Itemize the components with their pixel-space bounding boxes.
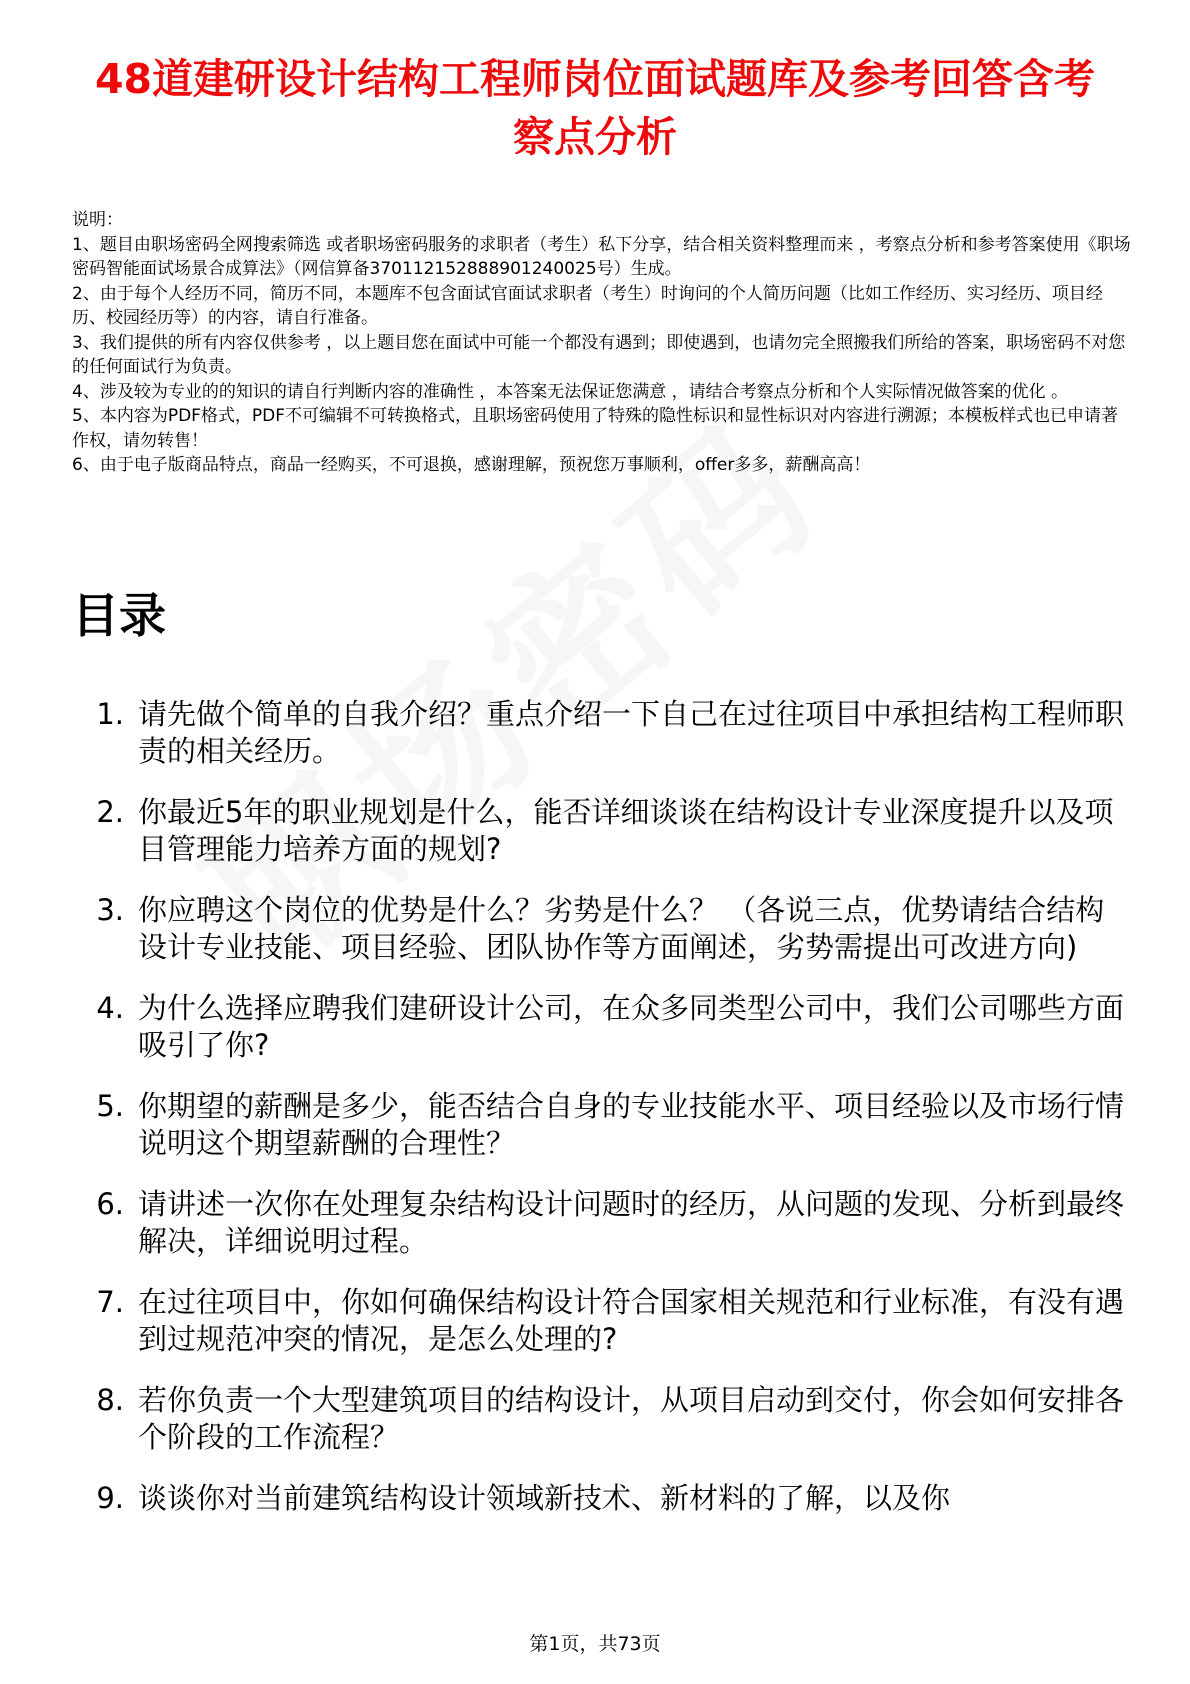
toc-item-text: 你期望的薪酬是多少，能否结合自身的专业技能水平、项目经验以及市场行情说明这个期望薪酬的合理性？ bbox=[138, 1089, 1125, 1160]
toc-item-text: 若你负责一个大型建筑项目的结构设计，从项目启动到交付，你会如何安排各个阶段的工作流程？ bbox=[138, 1383, 1125, 1454]
notes-heading: 说明： bbox=[72, 210, 123, 230]
toc-item[interactable] bbox=[72, 990, 1132, 1064]
toc-item-text: 请先做个简单的自我介绍？重点介绍一下自己在过往项目中承担结构工程师职责的相关经历。 bbox=[138, 697, 1125, 768]
toc-item[interactable] bbox=[72, 1088, 1132, 1162]
toc-item-number: 1. bbox=[96, 697, 124, 731]
page-footer: 第1页，共73页 bbox=[529, 1633, 661, 1655]
toc-item-text: 你应聘这个岗位的优势是什么？劣势是什么？ （各说三点，优势请结合结构设计专业技能、项目经验、团队协作等方面阐述，劣势需提出可改进方向) bbox=[138, 893, 1105, 964]
toc-item[interactable] bbox=[72, 794, 1132, 868]
toc-item-number: 6. bbox=[96, 1187, 124, 1221]
toc-item-text: 在过往项目中，你如何确保结构设计符合国家相关规范和行业标准，有没有遇到过规范冲突的情况，是怎么处理的? bbox=[138, 1285, 1125, 1356]
toc-item-number: 5. bbox=[96, 1089, 124, 1123]
toc-item-text: 为什么选择应聘我们建研设计公司，在众多同类型公司中，我们公司哪些方面吸引了你? bbox=[138, 991, 1125, 1062]
toc-item-number: 7. bbox=[96, 1285, 124, 1319]
note-item: 1、题目由职场密码全网搜索筛选 或者职场密码服务的求职者（考生）私下分享，结合相关资料整理而来 ，考察点分析和参考答案使用《职场密码智能面试场景合成算法》（网信算备370112152888901240025号）生成。 bbox=[72, 234, 1131, 279]
notes-section bbox=[72, 208, 1132, 478]
toc-item[interactable] bbox=[72, 1382, 1132, 1456]
toc-item-number: 4. bbox=[96, 991, 124, 1025]
toc-item-text: 你最近5年的职业规划是什么，能否详细谈谈在结构设计专业深度提升以及项目管理能力培养方面的规划? bbox=[138, 795, 1114, 866]
toc-item-text: 谈谈你对当前建筑结构设计领域新技术、新材料的了解，以及你 bbox=[138, 1481, 951, 1515]
toc-item-text: 请讲述一次你在处理复杂结构设计问题时的经历，从问题的发现、分析到最终解决，详细说明过程。 bbox=[138, 1187, 1125, 1258]
toc-list bbox=[72, 696, 1132, 1541]
toc-item[interactable] bbox=[72, 1480, 1132, 1517]
toc-item-number: 9. bbox=[96, 1481, 124, 1515]
toc-item-number: 8. bbox=[96, 1383, 124, 1417]
note-item: 4、涉及较为专业的的知识的请自行判断内容的准确性 ，本答案无法保证您满意 ，请结合考察点分析和个人实际情况做答案的优化 。 bbox=[72, 381, 1069, 402]
toc-item[interactable] bbox=[72, 1186, 1132, 1260]
note-item: 5、本内容为PDF格式，PDF不可编辑不可转换格式，且职场密码使用了特殊的隐性标识和显性标识对内容进行溯源；本模板样式也已申请著作权，请勿转售！ bbox=[72, 406, 1119, 451]
toc-heading: 目录 bbox=[72, 589, 166, 644]
toc-item[interactable] bbox=[72, 1284, 1132, 1358]
toc-item[interactable] bbox=[72, 892, 1132, 966]
note-item: 6、由于电子版商品特点，商品一经购买，不可退换，感谢理解，预祝您万事顺利，offer多多，薪酬高高！ bbox=[72, 455, 871, 475]
toc-item-number: 2. bbox=[96, 795, 124, 829]
note-item: 2、由于每个人经历不同，简历不同，本题库不包含面试官面试求职者（考生）时询问的个人简历问题（比如工作经历、实习经历、项目经历、校园经历等）的内容，请自行准备。 bbox=[72, 283, 1103, 328]
document-title: 48道建研设计结构工程师岗位面试题库及参考回答含考察点分析 bbox=[94, 55, 1096, 161]
toc-item-number: 3. bbox=[96, 893, 124, 927]
toc-item[interactable] bbox=[72, 696, 1132, 770]
note-item: 3、我们提供的所有内容仅供参考 ，以上题目您在面试中可能一个都没有遇到；即使遇到，也请勿完全照搬我们所给的答案，职场密码不对您的任何面试行为负责。 bbox=[72, 332, 1126, 377]
